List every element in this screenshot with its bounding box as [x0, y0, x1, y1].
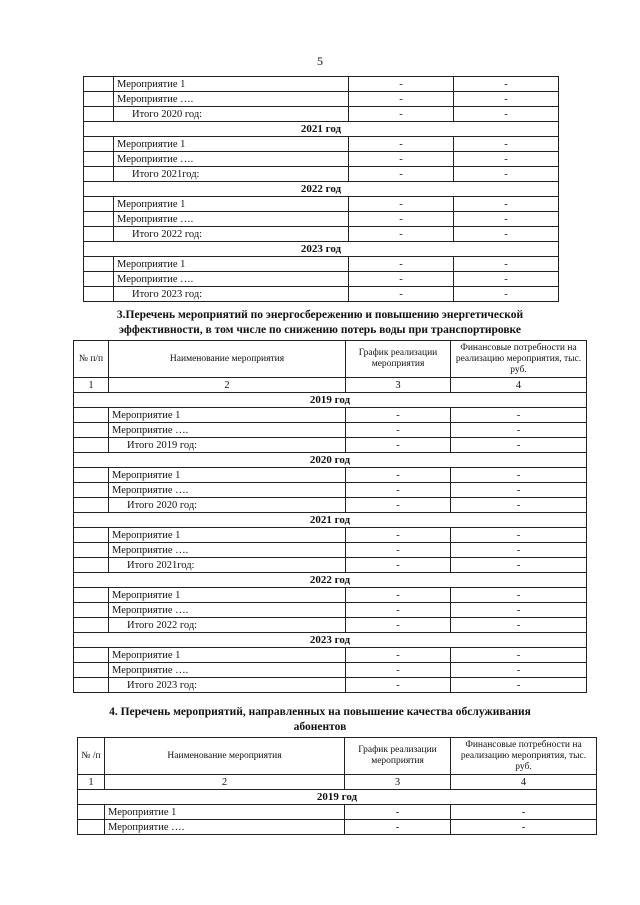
schedule-cell: -: [346, 483, 451, 498]
col-num-3: 3: [346, 378, 451, 393]
measure-name: Мероприятие ….: [114, 272, 349, 287]
total-row: [84, 167, 559, 182]
schedule-cell: -: [349, 287, 454, 302]
finance-cell: -: [454, 92, 559, 107]
measure-name: Мероприятие 1: [114, 257, 349, 272]
schedule-cell: -: [349, 272, 454, 287]
schedule-cell: -: [349, 227, 454, 242]
year-row: [74, 573, 587, 588]
section-3-title-line-1: 3.Перечень мероприятий по энергосбережению и повышению энергетической: [116, 309, 524, 321]
row-number-cell: [84, 152, 114, 167]
col-num-4: 4: [451, 775, 597, 790]
section-3-title-line-2: эффективности, в том числе по снижению потерь воды при транспортировке: [119, 324, 521, 336]
measure-name: Мероприятие 1: [109, 468, 346, 483]
schedule-cell: -: [346, 558, 451, 573]
table-row: [84, 272, 559, 287]
measure-name: Мероприятие ….: [109, 603, 346, 618]
row-number-cell: [84, 107, 114, 122]
schedule-cell: -: [346, 438, 451, 453]
row-number-cell: [74, 558, 109, 573]
column-number-row: [78, 775, 597, 790]
year-row: [84, 122, 559, 137]
col-num-1: 1: [74, 378, 109, 393]
finance-cell: -: [451, 438, 587, 453]
total-label: Итого 2019 год:: [109, 438, 346, 453]
measure-name: Мероприятие 1: [109, 528, 346, 543]
row-number-cell: [84, 137, 114, 152]
measure-name: Мероприятие 1: [109, 588, 346, 603]
year-label: 2019 год: [74, 393, 587, 408]
table-row: [84, 92, 559, 107]
finance-cell: -: [451, 618, 587, 633]
total-label: Итого 2020 год:: [114, 107, 349, 122]
schedule-cell: -: [346, 618, 451, 633]
year-label: 2021 год: [84, 122, 559, 137]
table-header-row: [78, 738, 597, 775]
row-number-cell: [74, 588, 109, 603]
finance-cell: -: [451, 663, 587, 678]
finance-cell: -: [451, 498, 587, 513]
year-row: [74, 633, 587, 648]
row-number-cell: [84, 77, 114, 92]
finance-cell: -: [454, 287, 559, 302]
schedule-cell: -: [346, 588, 451, 603]
header-schedule: График реализации мероприятия: [346, 341, 451, 378]
year-label: 2022 год: [74, 573, 587, 588]
table-row: [74, 528, 587, 543]
finance-cell: -: [451, 468, 587, 483]
total-row: [84, 227, 559, 242]
row-number-cell: [74, 663, 109, 678]
header-finance: Финансовые потребности на реализацию мероприятия, тыс. руб.: [451, 341, 587, 378]
row-number-cell: [74, 483, 109, 498]
measure-name: Мероприятие ….: [109, 663, 346, 678]
row-number-cell: [74, 498, 109, 513]
schedule-cell: -: [349, 152, 454, 167]
total-row: [74, 498, 587, 513]
table-row: [74, 648, 587, 663]
measure-name: Мероприятие ….: [114, 92, 349, 107]
table-row: [74, 468, 587, 483]
header-name: Наименование мероприятия: [109, 341, 346, 378]
row-number-cell: [84, 272, 114, 287]
table-section-4: [77, 737, 597, 835]
section-4-title: [60, 705, 580, 735]
measure-name: Мероприятие ….: [105, 820, 345, 835]
finance-cell: -: [451, 423, 587, 438]
table-header-row: [74, 341, 587, 378]
finance-cell: -: [454, 197, 559, 212]
finance-cell: -: [451, 528, 587, 543]
row-number-cell: [78, 805, 105, 820]
schedule-cell: -: [346, 648, 451, 663]
table-row: [84, 152, 559, 167]
row-number-cell: [74, 408, 109, 423]
row-number-cell: [74, 438, 109, 453]
finance-cell: -: [451, 408, 587, 423]
finance-cell: -: [451, 588, 587, 603]
total-row: [74, 678, 587, 693]
row-number-cell: [84, 92, 114, 107]
table-row: [74, 543, 587, 558]
measure-name: Мероприятие 1: [114, 197, 349, 212]
table-continued: [83, 76, 559, 302]
total-label: Итого 2022 год:: [114, 227, 349, 242]
header-schedule: График реализации мероприятия: [345, 738, 451, 775]
total-row: [74, 438, 587, 453]
table-row: [84, 197, 559, 212]
row-number-cell: [74, 528, 109, 543]
schedule-cell: -: [346, 663, 451, 678]
finance-cell: -: [454, 152, 559, 167]
schedule-cell: -: [349, 257, 454, 272]
table-row: [74, 423, 587, 438]
year-row: [84, 182, 559, 197]
row-number-cell: [74, 543, 109, 558]
finance-cell: -: [454, 77, 559, 92]
section-4-title-line-2: абонентов: [293, 721, 347, 733]
col-num-3: 3: [345, 775, 451, 790]
col-num-4: 4: [451, 378, 587, 393]
total-row: [74, 558, 587, 573]
table-row: [84, 257, 559, 272]
schedule-cell: -: [349, 137, 454, 152]
header-name: Наименование мероприятия: [105, 738, 345, 775]
row-number-cell: [78, 820, 105, 835]
year-row: [74, 513, 587, 528]
row-number-cell: [74, 648, 109, 663]
schedule-cell: -: [349, 77, 454, 92]
row-number-cell: [74, 468, 109, 483]
table-row: [78, 820, 597, 835]
measure-name: Мероприятие ….: [114, 152, 349, 167]
finance-cell: -: [454, 272, 559, 287]
schedule-cell: -: [346, 468, 451, 483]
measure-name: Мероприятие 1: [109, 648, 346, 663]
table-row: [84, 212, 559, 227]
schedule-cell: -: [346, 543, 451, 558]
row-number-cell: [74, 603, 109, 618]
schedule-cell: -: [349, 212, 454, 227]
finance-cell: -: [454, 257, 559, 272]
finance-cell: -: [451, 603, 587, 618]
year-row: [84, 242, 559, 257]
total-label: Итого 2023 год:: [114, 287, 349, 302]
finance-cell: -: [451, 805, 597, 820]
total-label: Итого 2020 год:: [109, 498, 346, 513]
schedule-cell: -: [346, 408, 451, 423]
total-row: [84, 287, 559, 302]
col-num-2: 2: [105, 775, 345, 790]
table-row: [74, 408, 587, 423]
year-row: [78, 790, 597, 805]
schedule-cell: -: [349, 167, 454, 182]
page-number: 5: [317, 54, 323, 68]
year-label: 2020 год: [74, 453, 587, 468]
schedule-cell: -: [346, 528, 451, 543]
table-row: [74, 663, 587, 678]
finance-cell: -: [451, 820, 597, 835]
table-row: [74, 483, 587, 498]
finance-cell: -: [454, 107, 559, 122]
year-row: [74, 453, 587, 468]
finance-cell: -: [454, 137, 559, 152]
year-label: 2023 год: [84, 242, 559, 257]
schedule-cell: -: [349, 92, 454, 107]
measure-name: Мероприятие 1: [109, 408, 346, 423]
finance-cell: -: [454, 212, 559, 227]
col-num-1: 1: [78, 775, 105, 790]
row-number-cell: [84, 197, 114, 212]
table-row: [74, 603, 587, 618]
schedule-cell: -: [349, 107, 454, 122]
row-number-cell: [74, 423, 109, 438]
schedule-cell: -: [345, 805, 451, 820]
measure-name: Мероприятие 1: [114, 77, 349, 92]
total-label: Итого 2021год:: [114, 167, 349, 182]
finance-cell: -: [451, 678, 587, 693]
table-section-3: [73, 340, 587, 693]
schedule-cell: -: [346, 423, 451, 438]
measure-name: Мероприятие ….: [109, 423, 346, 438]
column-number-row: [74, 378, 587, 393]
row-number-cell: [84, 167, 114, 182]
table-row: [84, 77, 559, 92]
section-3-title: [60, 308, 580, 338]
header-num: № /п: [78, 738, 105, 775]
total-row: [74, 618, 587, 633]
table-row: [74, 588, 587, 603]
schedule-cell: -: [345, 820, 451, 835]
measure-name: Мероприятие 1: [105, 805, 345, 820]
year-label: 2022 год: [84, 182, 559, 197]
row-number-cell: [84, 287, 114, 302]
header-finance: Финансовые потребности на реализацию мероприятия, тыс. руб.: [451, 738, 597, 775]
section-4-title-line-1: 4. Перечень мероприятий, направленных на повышение качества обслуживания: [109, 706, 531, 718]
year-row: [74, 393, 587, 408]
total-row: [84, 107, 559, 122]
schedule-cell: -: [346, 498, 451, 513]
row-number-cell: [74, 678, 109, 693]
total-label: Итого 2021год:: [109, 558, 346, 573]
year-label: 2019 год: [78, 790, 597, 805]
finance-cell: -: [454, 227, 559, 242]
year-label: 2023 год: [74, 633, 587, 648]
finance-cell: -: [454, 167, 559, 182]
finance-cell: -: [451, 648, 587, 663]
total-label: Итого 2023 год:: [109, 678, 346, 693]
finance-cell: -: [451, 558, 587, 573]
finance-cell: -: [451, 483, 587, 498]
measure-name: Мероприятие ….: [109, 543, 346, 558]
schedule-cell: -: [349, 197, 454, 212]
measure-name: Мероприятие 1: [114, 137, 349, 152]
row-number-cell: [84, 227, 114, 242]
year-label: 2021 год: [74, 513, 587, 528]
col-num-2: 2: [109, 378, 346, 393]
schedule-cell: -: [346, 678, 451, 693]
header-num: № п/п: [74, 341, 109, 378]
finance-cell: -: [451, 543, 587, 558]
table-row: [78, 805, 597, 820]
measure-name: Мероприятие ….: [114, 212, 349, 227]
row-number-cell: [84, 257, 114, 272]
row-number-cell: [84, 212, 114, 227]
row-number-cell: [74, 618, 109, 633]
measure-name: Мероприятие ….: [109, 483, 346, 498]
schedule-cell: -: [346, 603, 451, 618]
total-label: Итого 2022 год:: [109, 618, 346, 633]
table-row: [84, 137, 559, 152]
